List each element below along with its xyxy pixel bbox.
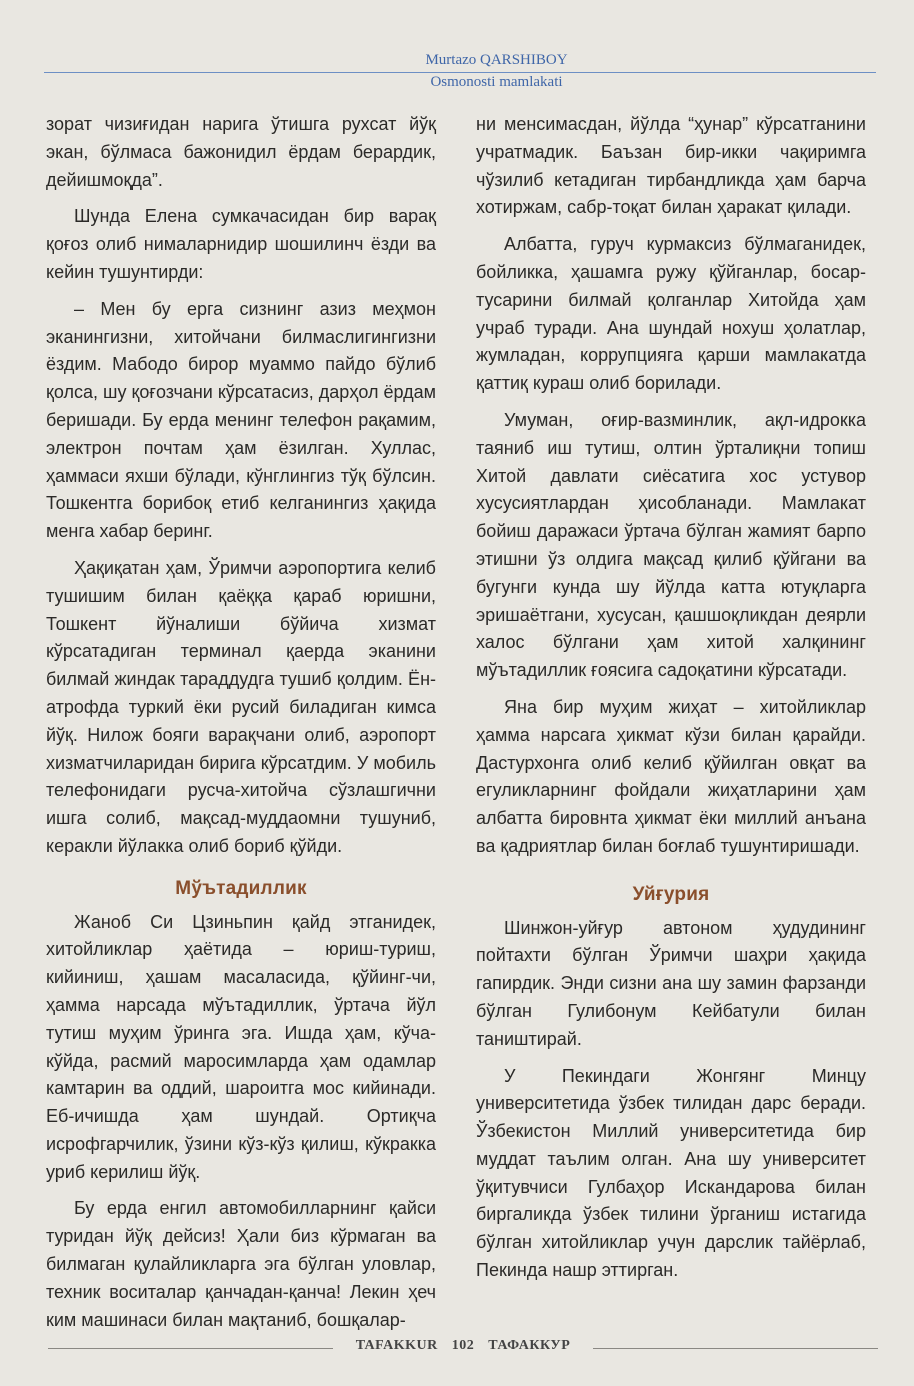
page-footer bbox=[48, 1338, 878, 1358]
paragraph: Ҳақиқатан ҳам, Ўримчи аэропортига келиб тушишим билан қаёққа қараб юришни, Тошкент йўналиши бўйича хизмат кўрсатадиган терминал қаерда эканини билмай жиндак тараддудга тушиб қолдим. Ён-атрофда туркий ёки русий биладиган кимса йўқ. Нилож бояги варақчани олиб, аэропорт хизматчиларидан бирига кўрсатдим. У мобиль телефонидаги русча-хитойча сўзлашгични ишга солиб, мақсад-муддаомни тушуниб, керакли йўлакка олиб бориб қўйди. bbox=[46, 557, 436, 856]
section-heading: Мўътадиллик bbox=[175, 877, 307, 899]
header-rule bbox=[44, 72, 876, 73]
paragraph: У Пекиндаги Жонгянг Минцу университетида ўзбек тилидан дарс беради. Ўзбекистон Миллий университетида бир муддат таълим олган. Ана шу университет ўқитувчиси Гулбаҳор Искандарова билан биргаликда ўзбек тилини ўрганиш истагида бўлган хитойликлар учун дарслик тайёрлаб, Пекинда нашр эттирган. bbox=[476, 1065, 866, 1281]
footer-journal-cyrillic: ТАФАККУР bbox=[488, 1338, 571, 1353]
footer-rule-right bbox=[593, 1348, 878, 1349]
paragraph: зорат чизиғидан нарига ўтишга рухсат йўқ экан, бўлмаса бажонидил ёрдам берардик, дейишмоқда”. bbox=[46, 114, 436, 190]
right-column bbox=[476, 111, 866, 1294]
paragraph: Бу ерда енгил автомобилларнинг қайси туридан йўқ дейсиз! Ҳали биз кўрмаган ва билмаган қулайликларга эга бўлган уловлар, техник воситалар қанчадан-қанча! Лекин ҳеч ким машинаси билан мақтаниб, бошқалар- bbox=[46, 1198, 436, 1330]
left-column bbox=[46, 111, 436, 1343]
page-number: 102 bbox=[451, 1338, 475, 1353]
paragraph: Умуман, оғир-вазминлик, ақл-идрокка таяниб иш тутиш, олтин ўрталиқни топиш Хитой давлати сиёсатига хос устувор хусусиятлардан ҳисобланади. Мамлакат бойиш даражаси ўртача бўлган жамият барпо этишни ўз олдига мақсад қилиб қўйгани ва бугунги кунда шу йўлда катта ютуқларга эришаётгани, хусусан, қашшоқликдан деярли халос бўлгани ҳам хитой халқининг мўътадиллик ғоясига садоқатини кўрсатади. bbox=[476, 409, 866, 681]
footer-rule-left bbox=[48, 1348, 333, 1349]
paragraph: ни менсимасдан, йўлда “ҳунар” кўрсатганини учратмадик. Баъзан бир-икки чақиримга чўзилиб кетадиган тирбандликда ҳам барча хотиржам, сабр-тоқат билан ҳаракат қилади. bbox=[476, 114, 866, 218]
header-title: Osmonosti mamlakati bbox=[430, 74, 563, 90]
paragraph: Яна бир муҳим жиҳат – хитойликлар ҳамма нарсага ҳикмат кўзи билан қарайди. Дастурхонга олиб келиб қўйилган овқат ва егуликларнинг фойдали жиҳатларини ҳам албатта бировнта ҳикмат ёки миллий анъана ва қадриятлар билан боғлаб тушунтиришади. bbox=[476, 696, 866, 856]
paragraph: Албатта, гуруч курмаксиз бўлмаганидек, бойликка, ҳашамга ружу қўйганлар, босар-тусарини билмай қолганлар Хитойда ҳам учраб туради. Ана шундай нохуш ҳолатлар, жумладан, коррупцияга қарши мамлакатда қаттиқ кураш олиб борилади. bbox=[476, 234, 866, 394]
paragraph: Шинжон-уйғур автоном ҳудудининг пойтахти бўлган Ўримчи шаҳри ҳақида гапирдик. Энди сизни ана шу замин фарзанди бўлган Гулибонум Кейбатули билан таништирай. bbox=[476, 917, 866, 1049]
footer-label bbox=[338, 1338, 588, 1354]
paragraph: Жаноб Си Цзиньпин қайд этганидек, хитойликлар ҳаётида – юриш-туриш, кийиниш, ҳашам масаласида, қўйинг-чи, ҳамма нарсада мўътадиллик, ўртача йўл тутиш муҳим ўринга эга. Ишда ҳам, кўча-кўйда, расмий маросимларда ҳам одамлар камтарин ва оддий, шароитга мос кийинади. Еб-ичишда ҳам шундай. Ортиқча исрофгарчилик, ўзини кўз-кўз қилиш, кўкракка уриб керилиш йўқ. bbox=[46, 911, 436, 1182]
paragraph: Шунда Елена сумкачасидан бир варақ қоғоз олиб нималарнидир шошилинч ёзди ва кейин тушунтирди: bbox=[46, 206, 436, 282]
section-heading: Уйғурия bbox=[632, 883, 710, 905]
header-author: Murtazo QARSHIBOY bbox=[425, 52, 568, 68]
paragraph: – Мен бу ерга сизнинг азиз меҳмон эканингизни, хитойчани билмаслигингизни ёздим. Мабодо бирор муаммо пайдо бўлиб қолса, шу қоғозчани кўрсатасиз, дарҳол ёрдам беришади. Бу ерда менинг телефон рақамим, электрон почтам ҳам ёзилган. Хуллас, ҳаммаси яхши бўлади, кўнглингиз тўқ бўлсин. Тошкентга борибоқ етиб келганингиз ҳақида менга хабар беринг. bbox=[46, 298, 436, 542]
footer-journal-latin: TAFAKKUR bbox=[355, 1338, 438, 1353]
